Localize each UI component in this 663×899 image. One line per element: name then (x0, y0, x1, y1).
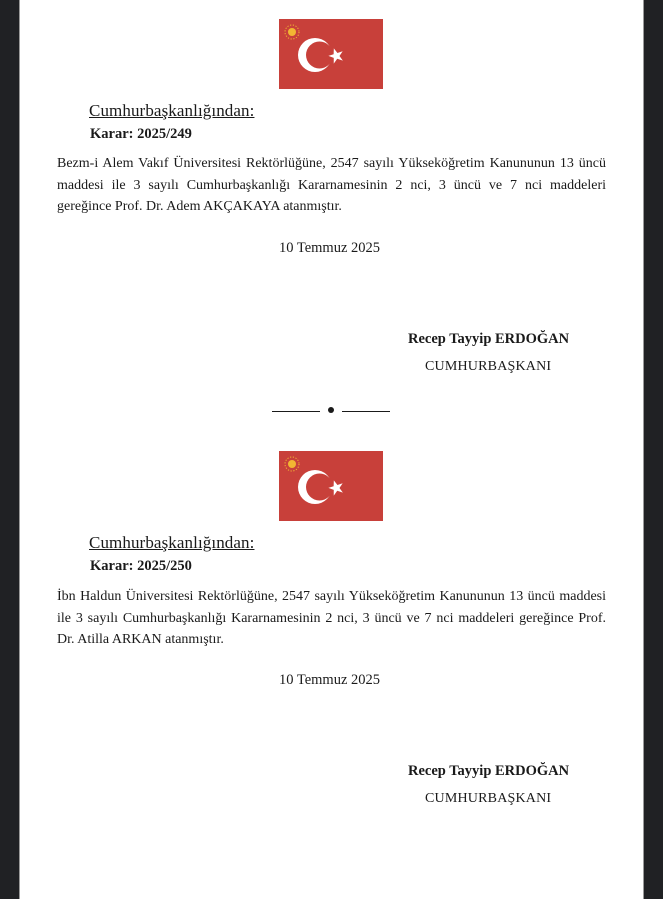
signatory-name: Recep Tayyip ERDOĞAN (408, 331, 570, 347)
decree-body: İbn Haldun Üniversitesi Rektörlüğüne, 2547 sayılı Yükseköğretim Kanununun 13 üncü maddesi ile 3 sayılı Cumhurbaşkanlığı Kararnamesinin 2 nci, 3 üncü ve 7 nci maddeleri gereğince Prof. Dr. Atilla ARKAN atanmıştır. (57, 589, 606, 647)
presidential-flag-icon (279, 451, 383, 521)
decree-date: 10 Temmuz 2025 (279, 672, 381, 688)
separator-dot-icon (328, 407, 334, 413)
separator-line-left (272, 411, 320, 412)
decree-heading: Cumhurbaşkanlığından: (89, 533, 255, 552)
presidential-flag-icon (279, 19, 383, 89)
signatory-name: Recep Tayyip ERDOĞAN (408, 763, 570, 779)
decree-date: 10 Temmuz 2025 (279, 240, 381, 256)
decree-body: Bezm-i Alem Vakıf Üniversitesi Rektörlüğüne, 2547 sayılı Yükseköğretim Kanununun 13 üncü maddesi ile 3 sayılı Cumhurbaşkanlığı Kararnamesinin 2 nci, 3 üncü ve 7 nci maddeleri gereğince Prof. Dr. Adem AKÇAKAYA atanmıştır. (57, 156, 606, 214)
decree-heading: Cumhurbaşkanlığından: (89, 101, 255, 120)
document-page (19, 0, 644, 899)
decree-separator (272, 404, 392, 416)
decree-number: Karar: 2025/249 (90, 126, 192, 142)
signatory-title: CUMHURBAŞKANI (425, 791, 552, 806)
decree-number: Karar: 2025/250 (90, 558, 192, 574)
signatory-title: CUMHURBAŞKANI (425, 359, 552, 374)
separator-line-right (342, 411, 390, 412)
